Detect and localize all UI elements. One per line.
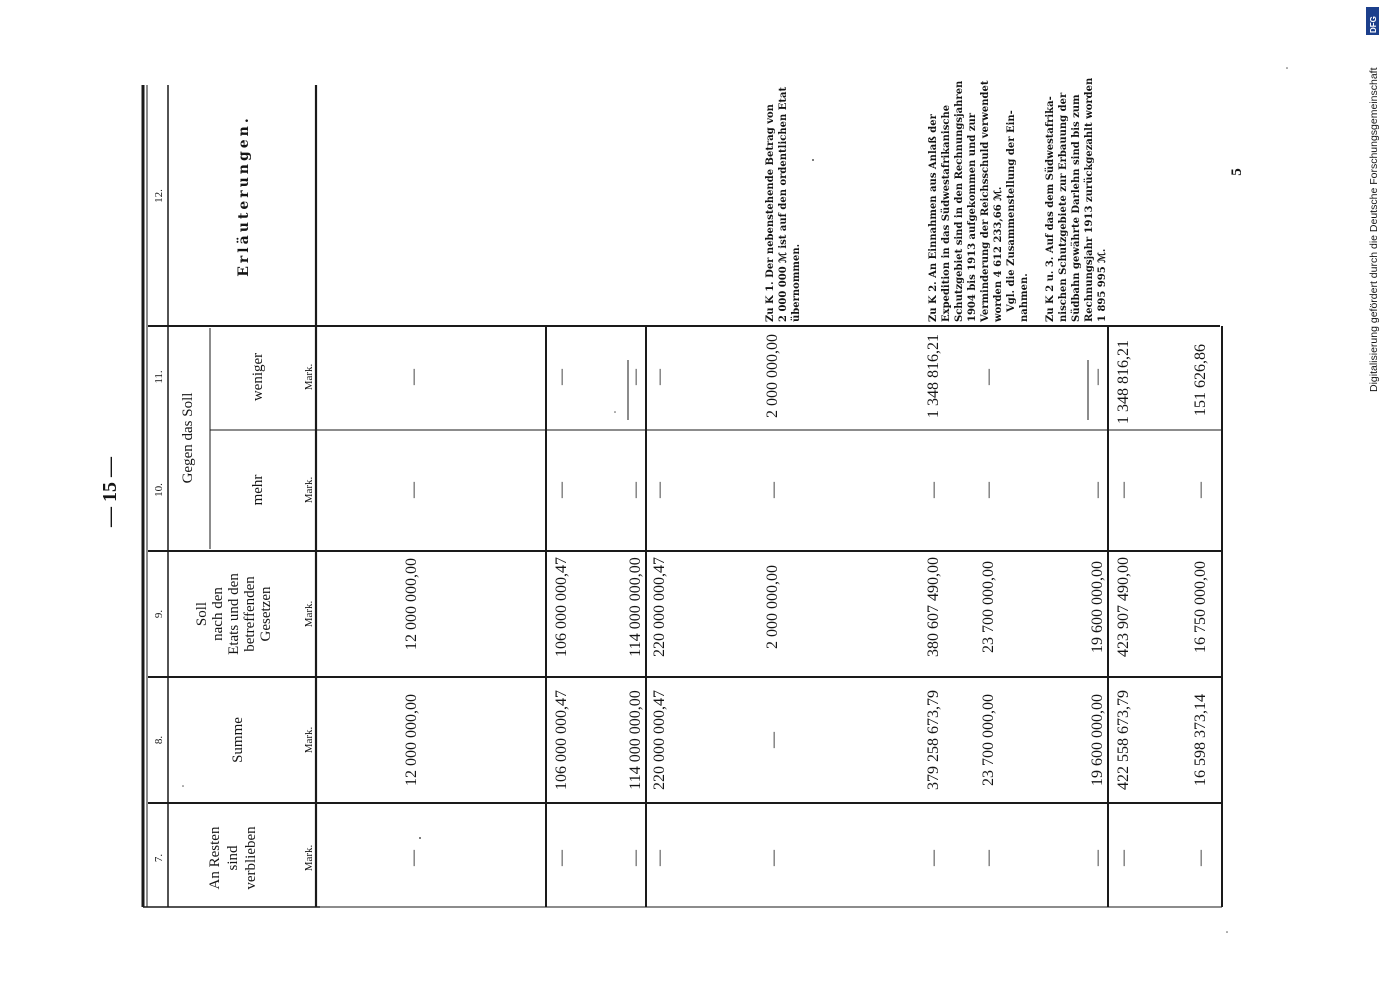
row-9-col8: 16 598 373,14 [1192, 694, 1209, 786]
row-8-col9: 423 907 490,00 [1115, 557, 1132, 657]
dash: — [1089, 369, 1106, 385]
row-0-col9: 12 000 000,00 [403, 558, 420, 650]
dash: — [765, 732, 782, 748]
note-k2-line: Expedition in das Südwestafrikanische [941, 104, 952, 322]
row-6-col8: 23 700 000,00 [980, 694, 997, 786]
column-headers [180, 115, 315, 889]
dash: — [553, 369, 570, 385]
col7-label-line-1: An Resten [207, 826, 223, 890]
note-k2 [928, 80, 1030, 323]
row-4-col11: 2 000 000,00 [764, 334, 781, 418]
row-4-col9: 2 000 000,00 [764, 565, 781, 649]
row-9-col9: 16 750 000,00 [1192, 561, 1209, 653]
note-k2-line: Vgl. die Zusammenstellung der Ein- [1006, 110, 1017, 312]
col7-label-line-2: sind [225, 845, 241, 871]
col8-label: Summe [230, 717, 246, 763]
dash: — [405, 482, 422, 498]
dash: — [1089, 482, 1106, 498]
note-k2-line: 1904 bis 1913 aufgekommen und zur [967, 112, 978, 322]
col11-label: weniger [250, 352, 266, 402]
dash: — [553, 850, 570, 866]
dash: — [405, 369, 422, 385]
digitization-credit [1366, 7, 1380, 392]
col9-label-line-1: Soll [194, 601, 210, 627]
col11-unit: Mark. [303, 363, 315, 391]
note-k2-line: Zu K 2. An Einnahmen aus Anlaß der [928, 114, 939, 322]
col9-label-line-4: betreffenden [242, 576, 258, 652]
row-2-col8: 114 000 000,00 [627, 690, 644, 790]
note-k2u3-line: nischen Schutzgebiete zur Erbauung der [1058, 92, 1069, 322]
col9-label-line-5: Gesetzen [258, 586, 274, 642]
page-number: — 15 — [99, 457, 121, 527]
row-1-col8: 106 000 000,47 [553, 690, 570, 790]
row-2-col9: 114 000 000,00 [627, 557, 644, 657]
note-k1-line: Zu K 1. Der nebenstehende Betrag von [765, 104, 776, 322]
dash: — [651, 850, 668, 866]
col9-label-line-3: Etats und den [226, 573, 242, 655]
row-5-col8: 379 258 673,79 [925, 690, 942, 790]
note-k2u3-line: 1 895 995 ℳ. [1097, 248, 1108, 322]
dash: — [1192, 850, 1209, 866]
dash: — [1089, 850, 1106, 866]
note-k2-line: worden 4 612 233,66 ℳ. [993, 186, 1004, 322]
dash: — [765, 850, 782, 866]
row-8-col8: 422 558 673,79 [1115, 690, 1132, 790]
row-5-col9: 380 607 490,00 [925, 557, 942, 657]
col7-unit: Mark. [303, 844, 315, 872]
dash: — [651, 369, 668, 385]
dfg-logo-text: DFG [1369, 16, 1378, 33]
dash: — [925, 482, 942, 498]
dash: — [1115, 850, 1132, 866]
col7-label-line-3: verblieben [243, 826, 259, 890]
column-number-12: 12. [153, 189, 165, 203]
dash: — [1115, 482, 1132, 498]
col8-unit: Mark. [303, 726, 315, 754]
column-number-10: 10. [153, 483, 165, 497]
dash: — [980, 482, 997, 498]
note-k2u3-line: Zu K 2 u. 3. Auf das dem Südwestafrika- [1045, 96, 1056, 322]
col10-unit: Mark. [303, 476, 315, 504]
dash: — [553, 482, 570, 498]
row-0-col8: 12 000 000,00 [403, 694, 420, 786]
credit-text: Digitalisierung gefördert durch die Deutsche Forschungsgemeinschaft [1368, 67, 1380, 392]
row-8-col11: 1 348 816,21 [1115, 340, 1132, 424]
dash: — [627, 850, 644, 866]
column-number-9: 9. [153, 609, 165, 619]
row-5-col11: 1 348 816,21 [925, 334, 942, 418]
sheet-marker: 5 [1229, 168, 1245, 176]
dash: — [765, 482, 782, 498]
dash: — [627, 369, 644, 385]
dash: — [627, 482, 644, 498]
note-k1-line: 2 000 000 ℳ ist auf den ordentlichen Etat [778, 86, 789, 322]
col12-label: Erläuterungen. [236, 115, 252, 277]
row-3-col9: 220 000 000,47 [651, 557, 668, 657]
column-numbers [153, 189, 165, 862]
note-k2-line: Schutzgebiet sind in den Rechnungsjahren [954, 80, 965, 322]
gegen-das-soll-label: Gegen das Soll [180, 392, 196, 484]
dash: — [651, 482, 668, 498]
note-k1 [765, 87, 802, 322]
note-k2u3-line: Rechnungsjahr 1913 zurückgezahlt worden [1084, 77, 1095, 322]
note-k2u3-line: Südbahn gewährte Darlehn sind bis zum [1071, 94, 1082, 322]
dash: — [405, 850, 422, 866]
dash: — [925, 850, 942, 866]
col9-label-line-2: nach den [210, 587, 226, 641]
dash: — [980, 369, 997, 385]
col9-unit: Mark. [303, 600, 315, 628]
row-6-col9: 23 700 000,00 [980, 561, 997, 653]
row-9-col11: 151 626,86 [1192, 344, 1209, 416]
row-1-col9: 106 000 000,47 [553, 557, 570, 657]
note-k1-line: übernommen. [791, 243, 802, 322]
column-number-7: 7. [153, 853, 165, 863]
row-7-col9: 19 600 000,00 [1089, 561, 1106, 653]
note-k2-line: Verminderung der Reichsschuld verwendet [980, 80, 991, 322]
column-number-8: 8. [153, 735, 165, 745]
row-3-col8: 220 000 000,47 [651, 690, 668, 790]
column-number-11: 11. [153, 370, 165, 384]
col10-label: mehr [250, 474, 266, 506]
dash: — [1192, 482, 1209, 498]
note-k2-line: nahmen. [1019, 273, 1030, 322]
dash: — [980, 850, 997, 866]
note-k2u3 [1045, 77, 1108, 322]
row-7-col8: 19 600 000,00 [1089, 694, 1106, 786]
